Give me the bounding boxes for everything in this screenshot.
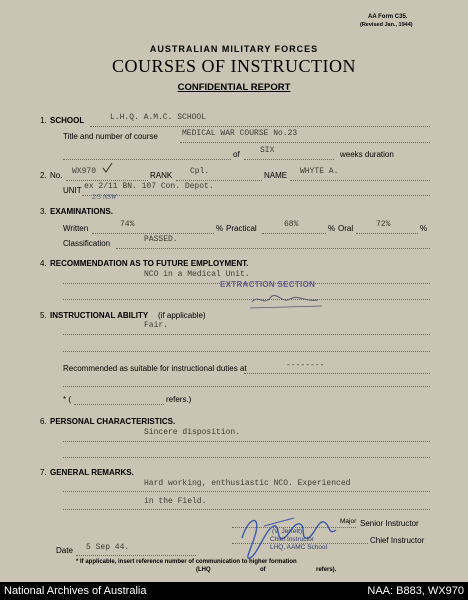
section-number: 1. bbox=[40, 116, 47, 125]
practical-value: 68% bbox=[284, 220, 299, 229]
characteristics-label: PERSONAL CHARACTERISTICS. bbox=[50, 417, 176, 426]
no-value: WX970 bbox=[72, 167, 97, 176]
practical-line bbox=[262, 233, 326, 234]
school-value: L.H.Q. A.M.C. SCHOOL bbox=[110, 113, 207, 122]
oral-line bbox=[356, 233, 418, 234]
unit-line bbox=[82, 195, 430, 196]
practical-label: Practical bbox=[226, 224, 257, 233]
form-revision: (Revised Jan., 1944) bbox=[360, 22, 413, 28]
refers-label: refers.) bbox=[166, 395, 192, 404]
recommendation-label: RECOMMENDATION AS TO FUTURE EMPLOYMENT. bbox=[50, 259, 249, 268]
footnote-refers: refers). bbox=[316, 567, 337, 573]
school-label: SCHOOL bbox=[50, 116, 85, 125]
rank-line bbox=[176, 180, 262, 181]
duration-line bbox=[244, 159, 334, 160]
ability-value: Fair. bbox=[144, 321, 169, 330]
section-number: 5. bbox=[40, 311, 47, 320]
footnote-of: of bbox=[260, 567, 266, 573]
no-label: No. bbox=[50, 171, 63, 180]
date-value: 5 Sep 44. bbox=[86, 543, 130, 552]
footnote-star: * ( bbox=[63, 395, 71, 404]
signatory-name: (V. Jerrett) bbox=[272, 528, 303, 535]
classification-line bbox=[116, 248, 430, 249]
chief-line bbox=[232, 543, 368, 544]
name-line bbox=[290, 180, 430, 181]
page-subtitle: CONFIDENTIAL REPORT bbox=[177, 82, 291, 93]
section-number: 7. bbox=[40, 468, 47, 477]
written-value: 74% bbox=[120, 220, 135, 229]
course-label: Title and number of course bbox=[63, 132, 158, 141]
footnote-lhq: (LHQ bbox=[196, 567, 211, 573]
chief-instructor-label: Chief Instructor bbox=[370, 536, 425, 545]
check-mark-icon bbox=[101, 162, 113, 174]
remarks-line-2-text: in the Field. bbox=[144, 497, 207, 506]
course-of-label: of bbox=[233, 150, 240, 159]
remarks-line-1-text: Hard working, enthusiastic NCO. Experienced bbox=[144, 479, 351, 488]
ability-label: INSTRUCTIONAL ABILITY bbox=[50, 311, 149, 320]
extraction-stamp bbox=[218, 278, 328, 312]
duration-value: SIX bbox=[260, 146, 275, 155]
signatory-org: LHQ, AAMC School bbox=[270, 544, 328, 551]
unit-label: UNIT bbox=[63, 186, 82, 195]
major-label: Major bbox=[340, 518, 357, 525]
footnote-text: * If applicable, insert reference number of communication to higher formation bbox=[76, 559, 297, 565]
form-id: AA Form C35. bbox=[368, 14, 408, 20]
oral-value: 72% bbox=[376, 220, 391, 229]
school-line bbox=[90, 126, 430, 127]
org-name: AUSTRALIAN MILITARY FORCES bbox=[149, 44, 319, 54]
archive-footer bbox=[0, 582, 468, 600]
written-line bbox=[92, 233, 214, 234]
section-number: 6. bbox=[40, 417, 47, 426]
percent-sign: % bbox=[216, 224, 224, 233]
percent-sign: % bbox=[328, 224, 336, 233]
exams-label: EXAMINATIONS. bbox=[50, 207, 113, 216]
classification-label: Classification bbox=[63, 239, 111, 248]
stamp-text: EXTRACTION SECTION bbox=[220, 280, 316, 289]
characteristics-value: Sincere disposition. bbox=[144, 428, 241, 437]
remarks-line-1 bbox=[63, 491, 430, 492]
name-value: WHYTE A. bbox=[300, 167, 339, 176]
ability-line-2 bbox=[63, 351, 430, 352]
no-line bbox=[66, 180, 148, 181]
ability-line-1 bbox=[63, 334, 430, 335]
unit-value: ex 2/11 BN. 107 Con. Depot. bbox=[84, 182, 214, 191]
characteristics-line-2 bbox=[63, 457, 430, 458]
suitable-line-2 bbox=[63, 386, 430, 387]
suitable-label: Recommended as suitable for instructional duties at bbox=[63, 364, 247, 373]
suitable-line bbox=[244, 373, 430, 374]
date-label: Date bbox=[56, 546, 73, 555]
date-line bbox=[76, 555, 196, 556]
ability-label-suffix: (if applicable) bbox=[158, 311, 206, 320]
remarks-label: GENERAL REMARKS. bbox=[50, 468, 134, 477]
refers-line bbox=[74, 404, 164, 405]
oral-label: Oral bbox=[338, 224, 354, 233]
written-label: Written bbox=[63, 224, 89, 233]
course-value: MEDICAL WAR COURSE No.23 bbox=[182, 129, 298, 138]
recommendation-value: NCO in a Medical Unit. bbox=[144, 270, 250, 279]
section-number: 2. bbox=[40, 171, 47, 180]
course-line-2 bbox=[63, 159, 231, 160]
archive-name: National Archives of Australia bbox=[4, 585, 147, 597]
duration-label: weeks duration bbox=[340, 150, 394, 159]
stamp-initials-icon bbox=[248, 290, 328, 310]
characteristics-line-1 bbox=[63, 441, 430, 442]
suitable-value: -------- bbox=[286, 361, 325, 370]
senior-instructor-label: Senior Instructor bbox=[360, 519, 419, 528]
signatory-title: Chief Instructor bbox=[270, 536, 315, 543]
page-title: COURSES OF INSTRUCTION bbox=[111, 56, 357, 76]
rank-value: Cpl. bbox=[190, 167, 210, 176]
course-line bbox=[180, 142, 430, 143]
classification-value: PASSED. bbox=[144, 235, 178, 244]
archive-reference: NAA: B883, WX970 bbox=[367, 585, 464, 597]
rank-label: RANK bbox=[150, 171, 173, 180]
percent-sign: % bbox=[420, 224, 428, 233]
section-number: 4. bbox=[40, 259, 47, 268]
section-number: 3. bbox=[40, 207, 47, 216]
unit-annotation: 2/5 NSW bbox=[92, 193, 117, 201]
name-label: NAME bbox=[264, 171, 288, 180]
